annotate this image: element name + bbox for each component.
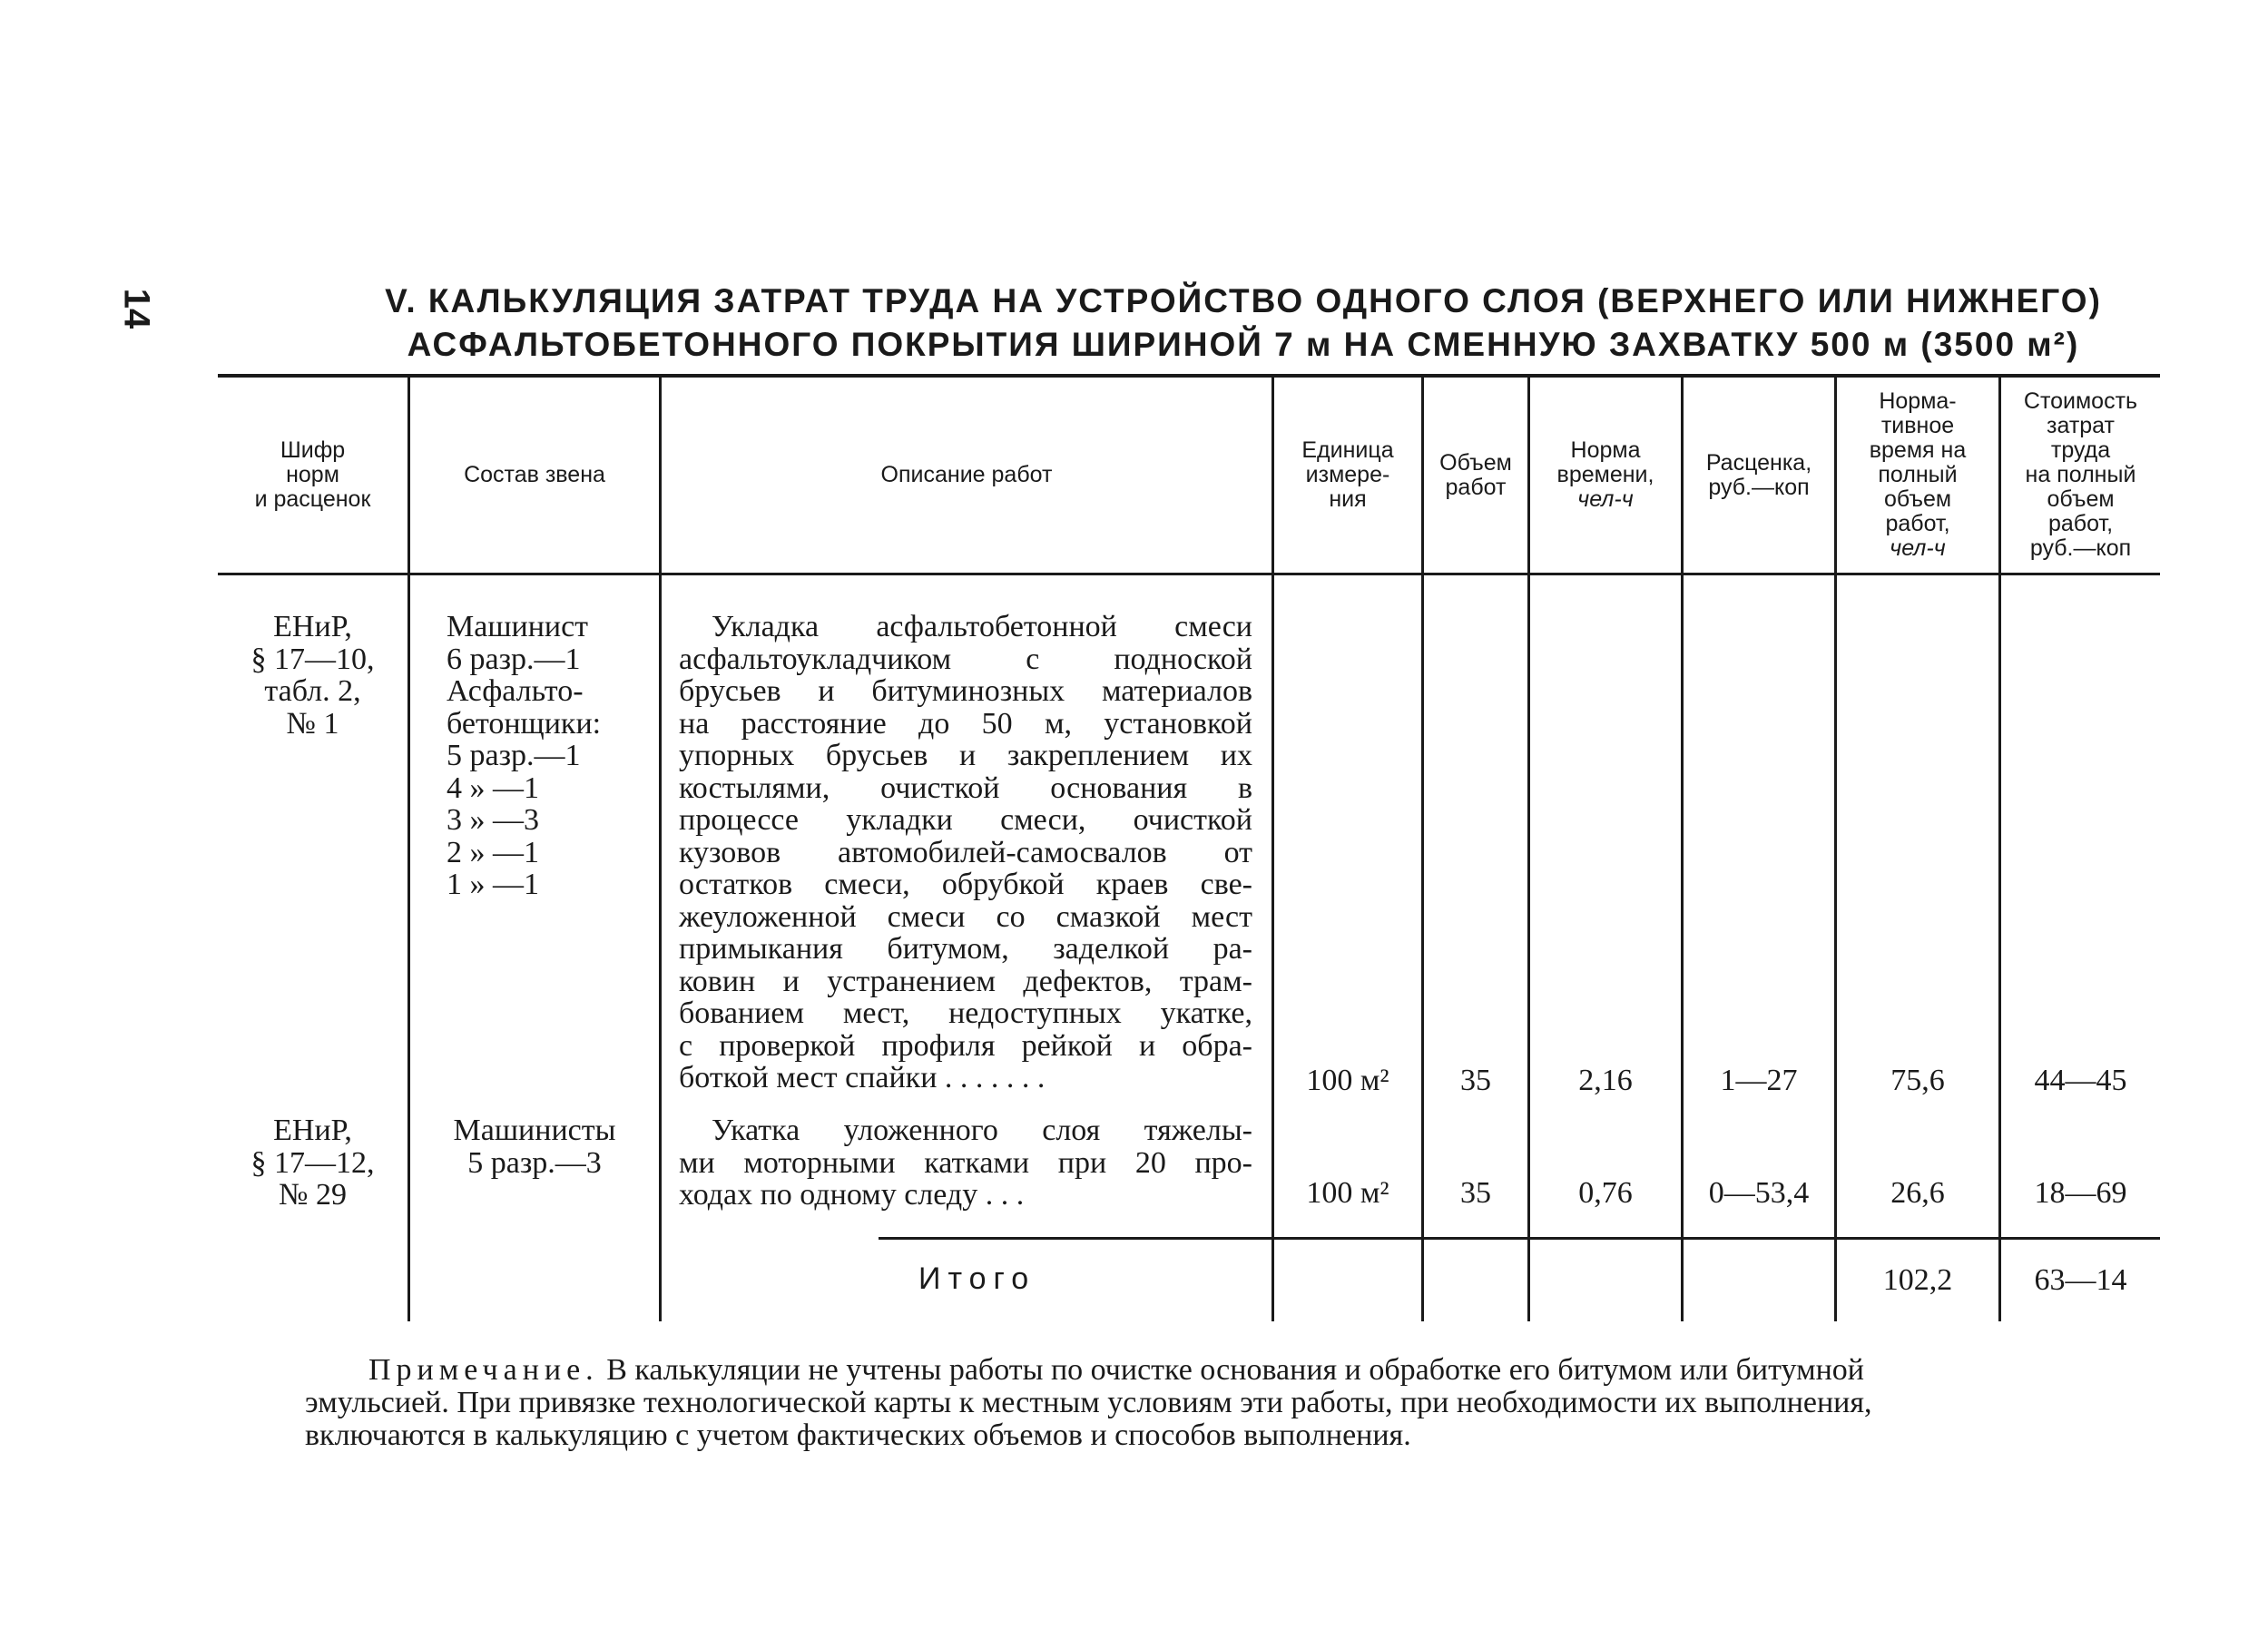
row1-norm-time: 2,16 xyxy=(1578,1064,1633,1097)
footnote-line-1 xyxy=(305,1354,2147,1387)
row2-desc-line: ми моторными катками при 20 про- xyxy=(679,1145,1252,1180)
row1-description xyxy=(679,611,1252,1094)
row1-desc-line: кузовов автомобилей-самосвалов от xyxy=(679,835,1252,869)
total-cost: 63—14 xyxy=(2034,1263,2127,1297)
row2-code: ЕНиР, § 17—12, № 29 xyxy=(250,1114,375,1212)
row1-desc-line: примыкания битумом, заделкой ра- xyxy=(679,932,1252,966)
row2-rate: 0—53,4 xyxy=(1708,1176,1810,1210)
row1-cost: 44—45 xyxy=(2034,1064,2127,1097)
row1-desc-line: остатков смеси, обрубкой краев све- xyxy=(679,868,1252,901)
row2-desc-line: Укатка уложенного слоя тяжелы- xyxy=(712,1114,1252,1147)
header-norm-time-label: Норма времени, xyxy=(1556,437,1654,487)
row1-desc-line: костылями, очисткой основания в xyxy=(679,770,1252,805)
header-crew: Состав звена xyxy=(464,462,605,487)
row2-cost: 18—69 xyxy=(2034,1176,2127,1210)
row2-norm-time: 0,76 xyxy=(1578,1176,1633,1210)
header-bottom-rule xyxy=(218,573,2160,575)
header-volume: Объем работ xyxy=(1439,449,1512,500)
header-rate: Расценка, руб.—коп xyxy=(1705,449,1812,500)
row1-normative-time: 75,6 xyxy=(1890,1064,1945,1097)
footnote xyxy=(305,1354,2147,1452)
header-norm-time-unit: чел-ч xyxy=(1577,486,1634,512)
header-code: Шифр норм и расценок xyxy=(254,437,371,512)
footnote-line-3: включаются в калькуляцию с учетом фактических объемов и способов выполнения. xyxy=(305,1418,1411,1452)
row1-crew: Машинист 6 разр.—1 Асфальто- бетонщики: 5 разр.—1 4 » —1 3 » —3 2 » —1 1 » —1 xyxy=(447,610,602,901)
row1-unit: 100 м² xyxy=(1306,1064,1389,1097)
row1-desc-line: на расстояние до 50 м, установкой xyxy=(679,706,1252,741)
row2-desc-line: ходах по одному следу . . . xyxy=(679,1178,1025,1212)
header-unit: Единица измере- ния xyxy=(1301,437,1394,512)
row1-desc-line: боткой мест спайки . . . . . . . xyxy=(679,1061,1046,1094)
row1-rate: 1—27 xyxy=(1720,1064,1798,1097)
row1-code: ЕНиР, § 17—10, табл. 2, № 1 xyxy=(250,610,375,741)
header-normative-time-unit: чел-ч xyxy=(1890,535,1946,561)
title-line-2: АСФАЛЬТОБЕТОННОГО ПОКРЫТИЯ ШИРИНОЙ 7 м НА СМЕННУЮ ЗАХВАТКУ 500 м (3500 м²) xyxy=(407,326,2080,363)
total-rule xyxy=(879,1237,2160,1240)
row1-volume: 35 xyxy=(1460,1064,1491,1097)
header-normative-time xyxy=(1837,378,1998,573)
row1-desc-line: асфальтоукладчиком с подноской xyxy=(679,642,1252,676)
row1-desc-line: Укладка асфальтобетонной смеси xyxy=(712,610,1252,643)
footnote-line-2: эмульсией. При привязке технологической карты к местным условиям эти работы, при необходимости их выполнения, xyxy=(305,1386,1872,1419)
row1-desc-line: бованием мест, недоступных укатке, xyxy=(679,996,1252,1030)
row1-desc-line: ковин и устранением дефектов, трам- xyxy=(679,964,1252,998)
row1-desc-line: процессе укладки смеси, очисткой xyxy=(679,803,1252,837)
footnote-text-1: В калькуляции не учтены работы по очистке основания и обработке его битумом или битумной xyxy=(606,1353,1864,1387)
row2-unit: 100 м² xyxy=(1306,1176,1389,1210)
total-label: Итого xyxy=(918,1261,1036,1296)
header-norm-time xyxy=(1530,378,1681,573)
header-cost: Стоимость затрат труда на полный объем работ, руб.—коп xyxy=(2023,388,2138,561)
row1-desc-line: жеуложенной смеси со смазкой мест xyxy=(679,899,1252,934)
row2-crew: Машинисты 5 разр.—3 xyxy=(453,1114,616,1180)
row2-normative-time: 26,6 xyxy=(1890,1176,1945,1210)
total-normative-time: 102,2 xyxy=(1882,1263,1953,1297)
title-line-1: V. КАЛЬКУЛЯЦИЯ ЗАТРАТ ТРУДА НА УСТРОЙСТВО ОДНОГО СЛОЯ (ВЕРХНЕГО ИЛИ НИЖНЕГО) xyxy=(385,282,2102,319)
row2-volume: 35 xyxy=(1460,1176,1491,1210)
header-normative-time-label: Норма- тивное время на полный объем работ, xyxy=(1869,388,1967,536)
row1-desc-line: с проверкой профиля рейкой и обра- xyxy=(679,1028,1252,1063)
header-description: Описание работ xyxy=(880,462,1053,487)
document-title xyxy=(218,280,2268,367)
page-number: 14 xyxy=(116,288,157,329)
row1-desc-line: брусьев и битуминозных материалов xyxy=(679,674,1252,708)
footnote-label: Примечание. xyxy=(368,1353,599,1387)
row2-description xyxy=(679,1114,1252,1212)
row1-desc-line: упорных брусьев и закреплением их xyxy=(679,739,1252,772)
